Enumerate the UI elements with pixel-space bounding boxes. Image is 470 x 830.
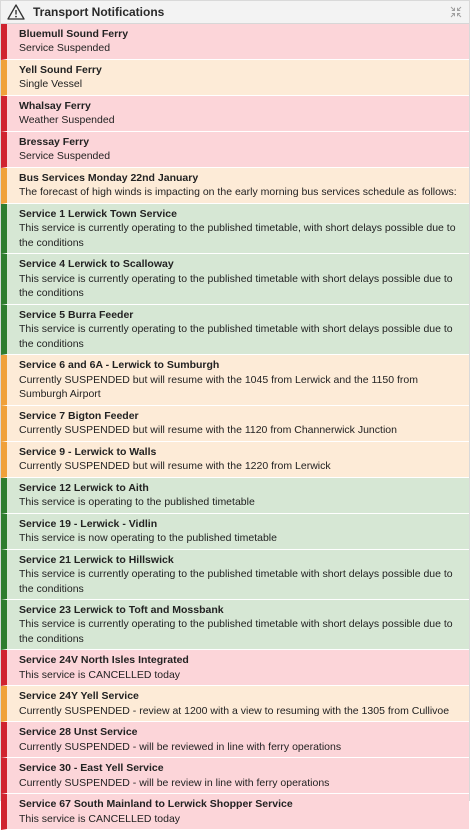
notification-title: Whalsay Ferry (19, 99, 91, 112)
notification-title: Service 28 Unst Service (19, 726, 138, 739)
notification-description: Currently SUSPENDED - review at 1200 with a view to resuming with the 1305 from Cullivoe (19, 704, 450, 717)
notification-item[interactable] (1, 686, 469, 722)
notification-item[interactable] (1, 355, 469, 405)
notification-title: Bus Services Monday 22nd January (19, 171, 199, 184)
notification-title: Service 7 Bigton Feeder (19, 409, 139, 422)
notification-title: Service 24V North Isles Integrated (19, 654, 189, 667)
notification-item[interactable] (1, 722, 469, 758)
warning-triangle-icon (7, 2, 27, 22)
notification-item[interactable] (1, 96, 469, 132)
notification-description: Currently SUSPENDED but will resume with the 1120 from Channerwick Junction (19, 424, 397, 437)
notification-description: Weather Suspended (19, 114, 115, 127)
notification-item[interactable] (1, 794, 469, 830)
notification-item[interactable] (1, 478, 469, 514)
notification-item[interactable] (1, 254, 469, 304)
notification-title: Service 9 - Lerwick to Walls (19, 445, 157, 458)
notification-item[interactable] (1, 600, 469, 650)
notification-description: This service is currently operating to the published timetable with short delays possible due to the conditions (19, 272, 453, 300)
notification-title: Service 30 - East Yell Service (19, 762, 164, 775)
notification-title: Service 4 Lerwick to Scalloway (19, 258, 174, 271)
notification-description: This service is CANCELLED today (19, 812, 181, 825)
notification-title: Service 5 Burra Feeder (19, 308, 134, 321)
notification-list (1, 24, 469, 830)
notification-description: Currently SUSPENDED - will be review in line with ferry operations (19, 776, 330, 789)
notification-description: This service is operating to the published timetable (19, 496, 255, 509)
notification-item[interactable] (1, 442, 469, 478)
notification-description: Currently SUSPENDED but will resume with the 1220 from Lerwick (19, 460, 331, 473)
notification-description: This service is CANCELLED today (19, 668, 181, 681)
notification-item[interactable] (1, 650, 469, 686)
notification-item[interactable] (1, 514, 469, 550)
notification-description: The forecast of high winds is impacting on the early morning bus services schedule as follows: (19, 186, 457, 199)
notification-item[interactable] (1, 305, 469, 355)
notification-title: Service 24Y Yell Service (19, 690, 139, 703)
notification-description: Currently SUSPENDED but will resume with the 1045 from Lerwick and the 1150 from Sumburgh Airport (19, 373, 418, 401)
notification-item[interactable] (1, 60, 469, 96)
notification-title: Service 1 Lerwick Town Service (19, 207, 177, 220)
notification-item[interactable] (1, 204, 469, 254)
notification-title: Service 12 Lerwick to Aith (19, 481, 149, 494)
notification-item[interactable] (1, 168, 469, 204)
notification-description: Single Vessel (19, 78, 83, 91)
notification-title: Service 6 and 6A - Lerwick to Sumburgh (19, 359, 220, 372)
notification-title: Service 67 South Mainland to Lerwick Shopper Service (19, 798, 293, 811)
notification-title: Service 19 - Lerwick - Vidlin (19, 517, 158, 530)
notification-description: This service is currently operating to the published timetable with short delays possible due to the conditions (19, 568, 453, 595)
notification-item[interactable] (1, 758, 469, 794)
notification-item[interactable] (1, 406, 469, 442)
notification-title: Bressay Ferry (19, 135, 90, 148)
panel-header (1, 1, 469, 24)
notification-description: This service is now operating to the published timetable (19, 532, 277, 545)
notification-description: Service Suspended (19, 42, 111, 55)
notification-description: Currently SUSPENDED - will be reviewed in line with ferry operations (19, 740, 342, 753)
panel-title: Transport Notifications (33, 5, 165, 19)
notification-item[interactable] (1, 24, 469, 60)
notification-description: This service is currently operating to the published timetable with short delays possible due to the conditions (19, 618, 453, 645)
collapse-arrows-icon[interactable] (449, 5, 463, 19)
notification-title: Service 23 Lerwick to Toft and Mossbank (19, 603, 224, 616)
notification-title: Bluemull Sound Ferry (19, 28, 129, 40)
notification-title: Service 21 Lerwick to Hillswick (19, 553, 174, 566)
notification-item[interactable] (1, 550, 469, 600)
notification-item[interactable] (1, 132, 469, 168)
notification-description: Service Suspended (19, 150, 111, 163)
notification-title: Yell Sound Ferry (19, 63, 102, 76)
notification-description: This service is currently operating to the published timetable with short delays possible due to the conditions (19, 323, 453, 350)
notification-description: This service is currently operating to the published timetable, with short delays possible due to the conditions (19, 222, 456, 249)
